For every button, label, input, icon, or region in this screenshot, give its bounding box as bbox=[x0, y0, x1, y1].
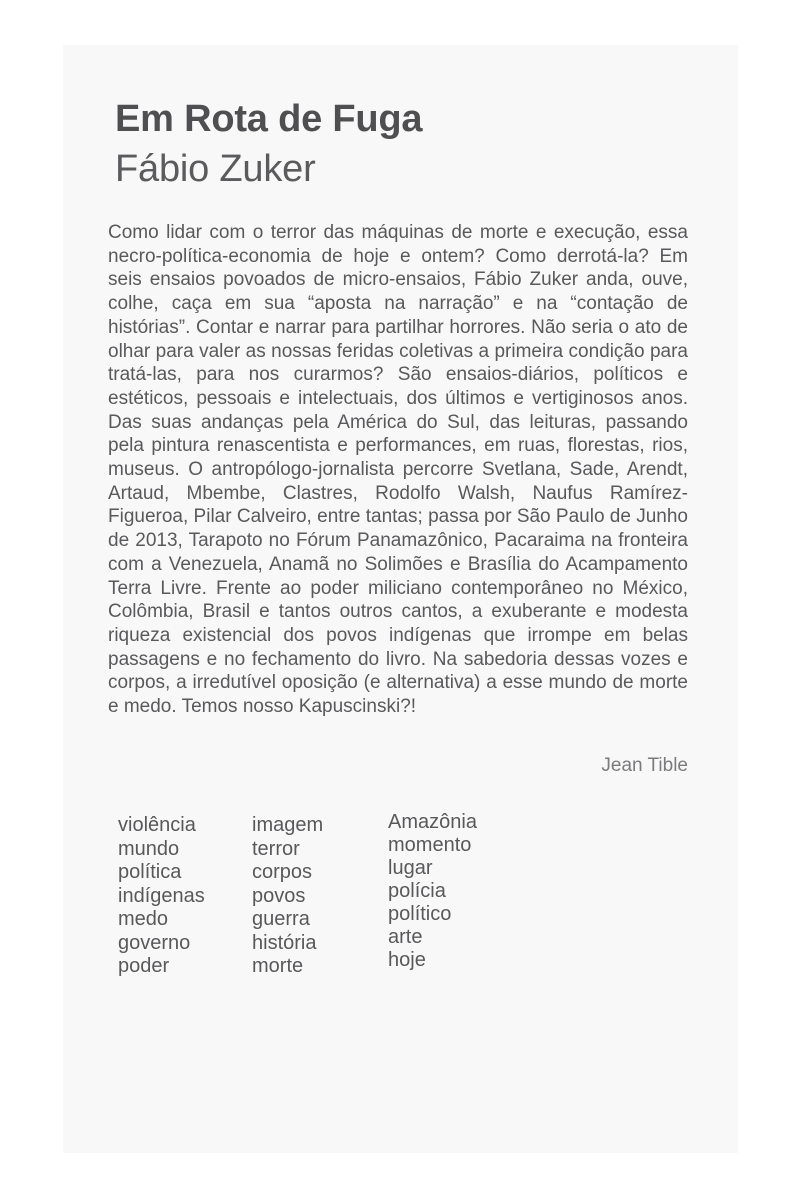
keyword-item: história bbox=[252, 931, 317, 954]
keyword-item: arte bbox=[388, 926, 423, 948]
keyword-item: Amazônia bbox=[388, 811, 477, 833]
keyword-item: violência bbox=[118, 814, 196, 836]
keywords-column-3 bbox=[388, 811, 477, 972]
keywords-column-2 bbox=[252, 814, 388, 979]
keyword-item: governo bbox=[118, 931, 191, 954]
keywords-column-1 bbox=[118, 814, 252, 979]
book-cover-panel bbox=[63, 45, 738, 1153]
keyword-item: indígenas bbox=[118, 884, 205, 907]
keyword-item: polícia bbox=[388, 880, 446, 902]
keyword-item: imagem bbox=[252, 814, 324, 836]
keyword-item: momento bbox=[388, 834, 472, 856]
keyword-item: terror bbox=[252, 837, 300, 860]
title-block bbox=[115, 94, 422, 194]
keyword-item: lugar bbox=[388, 857, 433, 879]
keywords-list bbox=[118, 811, 477, 979]
keyword-item: mundo bbox=[118, 837, 180, 860]
keyword-item: morte bbox=[252, 955, 304, 977]
blurb-paragraph: Como lidar com o terror das máquinas de morte e execução, essa necro-política-economia de hoje e ontem? Como derrotá-la? Em seis ensaios povoados de micro-ensaios, Fábio Zuker anda, ouve, colhe, caça em sua “aposta na narração” e na “contação de histórias”. Contar e narrar para partilhar horrores. Não seria o ato de olhar para valer as nossas feridas coletivas a primeira condição para tratá-las, para nos curarmos? São ensaios-diários, políticos e estéticos, pessoais e intelectuais, dos últimos e vertiginosos anos. Das suas andanças pela América do Sul, das leituras, passando pela pintura renascentista e performances, em ruas, florestas, rios, museus. O antropólogo-jornalista percorre Svetlana, Sade, Arendt, Artaud, Mbembe, Clastres, Rodolfo Walsh, Naufus Ramírez-Figueroa, Pilar Calveiro, entre tantas; passa por São Paulo de Junho de 2013, Tarapoto no Fórum Panamazônico, Pacaraima na fronteira com a Venezuela, Anamã no Solimões e Brasília do Acampamento Terra Livre. Frente ao poder miliciano contemporâneo no México, Colômbia, Brasil e tantos outros cantos, a exuberante e modesta riqueza existencial dos povos indígenas que irrompe em belas passagens e no fechamento do livro. Na sabedoria dessas vozes e corpos, a irredutível oposição (e alternativa) a esse mundo de morte e medo. Temos nosso Kapuscinski?! bbox=[108, 222, 688, 718]
book-title: Em Rota de Fuga bbox=[115, 98, 423, 140]
book-author: Fábio Zuker bbox=[115, 148, 316, 190]
keyword-item: corpos bbox=[252, 861, 313, 883]
keyword-item: político bbox=[388, 903, 452, 925]
keyword-item: povos bbox=[252, 884, 306, 907]
blurb-signature: Jean Tible bbox=[601, 755, 688, 776]
keyword-item: hoje bbox=[388, 949, 426, 971]
keyword-item: poder bbox=[118, 955, 170, 977]
keyword-item: medo bbox=[118, 908, 169, 930]
keyword-item: guerra bbox=[252, 908, 310, 930]
keyword-item: política bbox=[118, 861, 182, 883]
